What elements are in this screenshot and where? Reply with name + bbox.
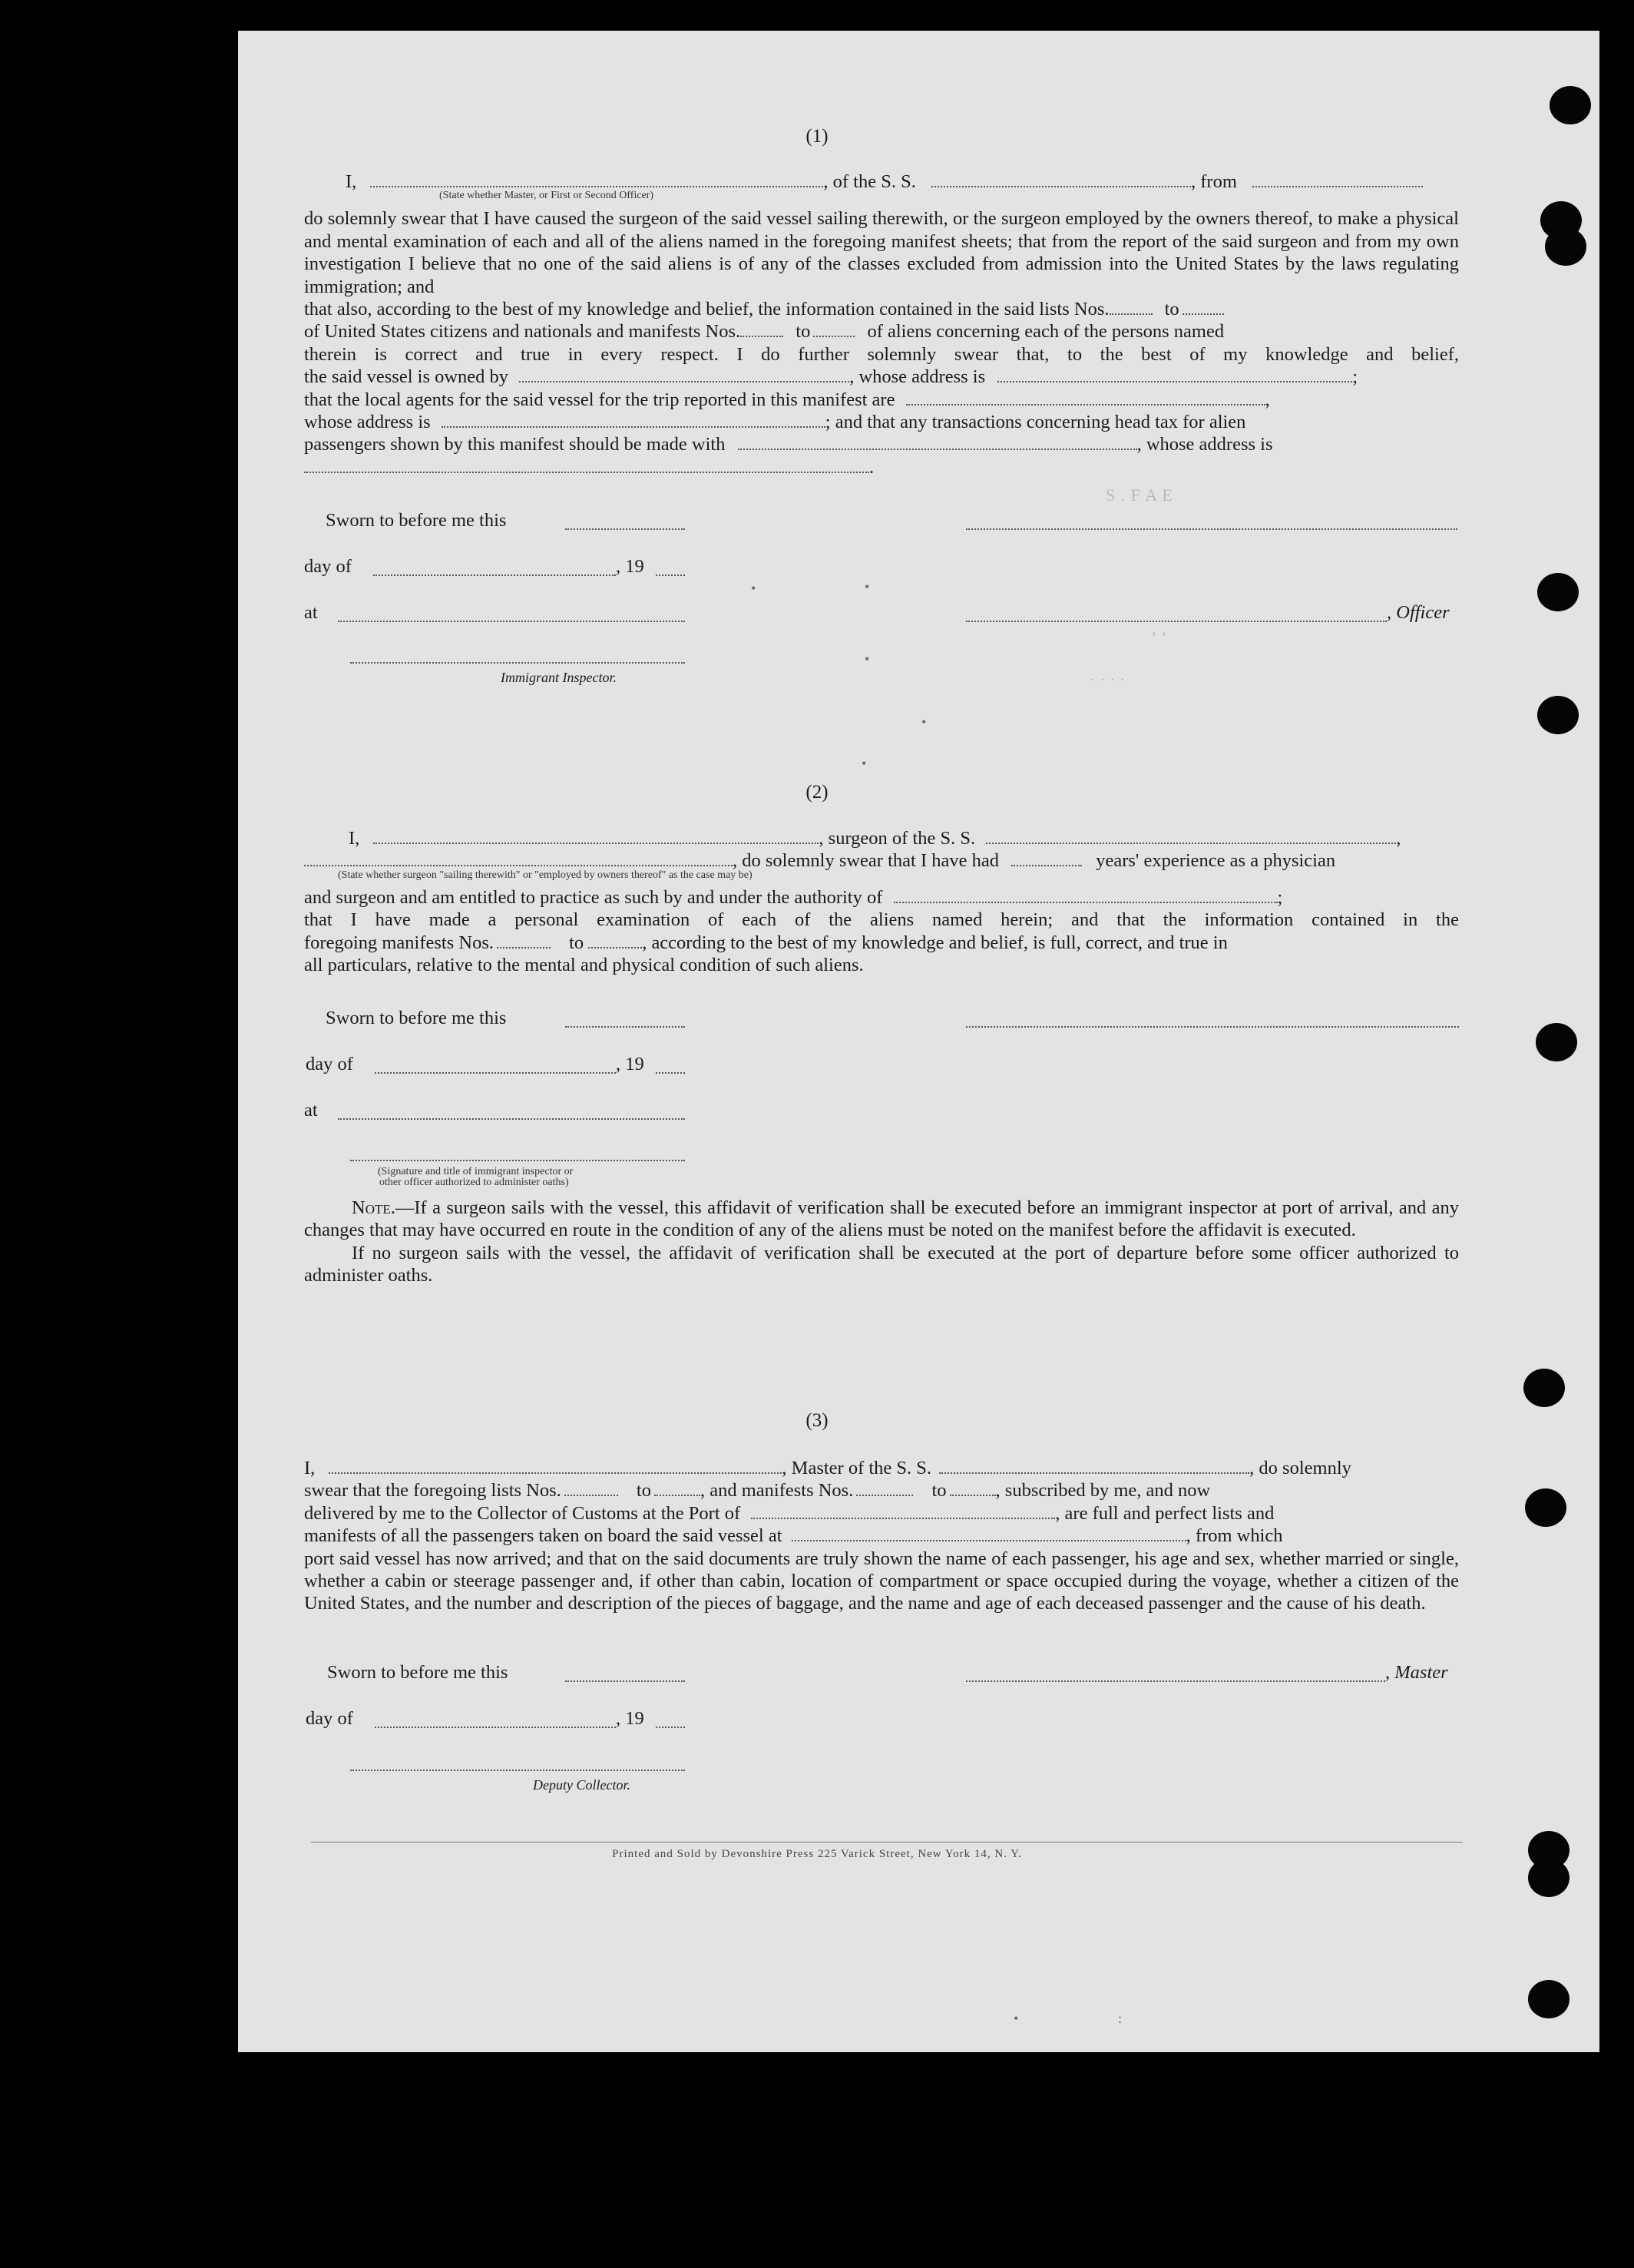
manifests-passengers-text: manifests of all the passengers taken on board the said vessel at xyxy=(304,1525,782,1547)
signature-caption-1: (Signature and title of immigrant inspector or xyxy=(378,1166,574,1177)
section-3-line-2 xyxy=(304,1479,1459,1502)
label-i: I, xyxy=(346,171,357,192)
year-label: , 19 xyxy=(616,556,644,577)
lists-nos-text: that also, according to the best of my knowledge and belief, the information contained in the said lists Nos. xyxy=(304,299,1110,320)
year-field[interactable] xyxy=(656,1727,685,1728)
label-to: to xyxy=(931,1480,947,1502)
surgeon-status-field[interactable] xyxy=(304,865,733,866)
manifests-from-field[interactable] xyxy=(740,336,783,337)
foregoing-lists-text: swear that the foregoing lists Nos. xyxy=(304,1480,561,1502)
section-1-agent-address-line xyxy=(304,411,1459,433)
label-to: to xyxy=(796,321,811,343)
section-1-last-line xyxy=(304,456,1459,478)
sworn-label: Sworn to before me this xyxy=(326,1008,507,1028)
at-label: at xyxy=(304,1100,318,1121)
master-vessel-field[interactable] xyxy=(939,1472,1249,1474)
section-2 xyxy=(304,827,1459,976)
vessel-name-field[interactable] xyxy=(931,186,1191,187)
section-1-lists-line xyxy=(304,298,1459,320)
section-2-manifests-line xyxy=(304,932,1459,954)
place-field[interactable] xyxy=(338,621,685,622)
lists-to-field[interactable] xyxy=(654,1495,700,1496)
owned-by-text: the said vessel is owned by xyxy=(304,366,509,388)
surgeon-paragraph-a: that I have made a personal examination of each of the aliens named herein; and that the information contained in the xyxy=(304,909,1459,931)
place-field[interactable] xyxy=(338,1118,685,1120)
aliens-text: of aliens concerning each of the persons named xyxy=(867,321,1225,343)
manifests-to-field[interactable] xyxy=(588,947,642,949)
full-perfect-text: , are full and perfect lists and xyxy=(1055,1502,1275,1524)
agents-address-field[interactable] xyxy=(442,426,825,428)
oath-paragraph-a: do solemnly swear that I have caused the surgeon of the said vessel sailing therewith, or the surgeon employed by the owners thereof, to make a physical and mental examination of each and all of the aliens named in the foregoing manifest sheets; that from the report of the said surgeon and from my own investigation I believe that no one of the said aliens is of any of the classes excluded from admission into the United States by the laws regulating immigration; and xyxy=(304,208,1459,297)
semicolon: ; xyxy=(1277,886,1283,908)
section-1-head-tax-line xyxy=(304,433,1459,455)
label-i: I, xyxy=(304,1458,316,1478)
label-from: , from xyxy=(1191,171,1237,192)
label-to: to xyxy=(636,1480,651,1502)
section-3-line-4 xyxy=(304,1525,1459,1547)
comma: , xyxy=(1396,828,1401,849)
printer-imprint: Printed and Sold by Devonshire Press 225 Varick Street, New York 14, N. Y. xyxy=(612,1848,1022,1860)
master-label: , Master xyxy=(1385,1662,1448,1683)
whose-address-text: , whose address is xyxy=(849,366,986,388)
collector-signature-field[interactable] xyxy=(350,1770,685,1771)
manifests-to-field[interactable] xyxy=(950,1495,996,1496)
authority-field[interactable] xyxy=(894,902,1278,903)
label-i: I, xyxy=(349,828,360,849)
note-text-2: If no surgeon sails with the vessel, the affidavit of verification shall be executed at the port of departure before some officer authorized to administer oaths. xyxy=(304,1242,1459,1286)
manifests-from-field[interactable] xyxy=(856,1495,913,1496)
label-to: to xyxy=(1164,299,1179,320)
officer-name-field[interactable] xyxy=(370,186,823,187)
owner-field[interactable] xyxy=(519,381,849,382)
punch-hole xyxy=(1523,1369,1565,1407)
master-of-ss-text: , Master of the S. S. xyxy=(782,1458,932,1478)
section-3-line-3 xyxy=(304,1502,1459,1525)
lists-to-field[interactable] xyxy=(1182,313,1224,315)
section-2-line-1 xyxy=(304,827,1459,849)
month-field[interactable] xyxy=(375,1727,616,1728)
inspector-signature-field[interactable] xyxy=(350,662,685,664)
manifests-to-field[interactable] xyxy=(813,336,855,337)
label-of-ss: , of the S. S. xyxy=(823,171,916,192)
owner-address-field[interactable] xyxy=(997,381,1352,382)
section-3-line-1 xyxy=(304,1457,1459,1479)
master-paragraph: port said vessel has now arrived; and that on the said documents are truly shown the name of each passenger, his age and sex, whether married or single, whether a cabin or steerage passenger and, if other than cabin, location of compartment or space occupied during the voyage, whether a citizen of the United States, and the number and description of the pieces of baggage, and the name and age of each deceased passenger and the cause of his death. xyxy=(304,1548,1459,1614)
note-block xyxy=(304,1197,1459,1287)
surgeon-signature-field[interactable] xyxy=(966,1026,1459,1028)
foregoing-manifests-text: foregoing manifests Nos. xyxy=(304,932,494,953)
collector-text: delivered by me to the Collector of Customs at the Port of xyxy=(304,1502,741,1524)
surgeon-paragraph-c: all particulars, relative to the mental and physical condition of such aliens. xyxy=(304,954,864,975)
authority-text: and surgeon and am entitled to practice as such by and under the authority of xyxy=(304,886,883,908)
collector-caption: Deputy Collector. xyxy=(533,1777,630,1793)
officer-label: , Officer xyxy=(1387,602,1450,623)
whose-address-text: whose address is xyxy=(304,411,431,432)
inspector-caption: Immigrant Inspector. xyxy=(501,670,617,685)
officer-signature-field[interactable] xyxy=(966,528,1457,530)
section-3 xyxy=(304,1457,1459,1615)
lists-from-field[interactable] xyxy=(1110,313,1153,315)
day-of-label: day of xyxy=(304,556,352,577)
section-1-manifests-line xyxy=(304,320,1459,343)
port-field[interactable] xyxy=(751,1518,1055,1519)
section-2-line-3 xyxy=(304,886,1459,909)
boarding-port-field[interactable] xyxy=(792,1540,1186,1541)
month-field[interactable] xyxy=(375,1072,616,1074)
and-manifests-text: , and manifests Nos. xyxy=(700,1480,854,1502)
sworn-label: Sworn to before me this xyxy=(326,510,507,531)
sworn-date-field[interactable] xyxy=(565,1026,685,1028)
whose-address-text: , whose address is xyxy=(1136,434,1273,455)
surgeon-name-field[interactable] xyxy=(373,843,819,844)
at-label: at xyxy=(304,602,318,623)
full-correct-text: , according to the best of my knowledge and belief, is full, correct, and true in xyxy=(642,932,1228,953)
section-1-number: (1) xyxy=(805,126,829,147)
punch-hole xyxy=(1550,86,1591,124)
label-to: to xyxy=(569,932,584,953)
section-2-number: (2) xyxy=(805,782,829,803)
master-signature-field[interactable] xyxy=(966,1680,1385,1682)
month-field[interactable] xyxy=(373,574,616,576)
oath-paragraph-d: therein is correct and true in every respect. I do further solemnly swear that, to the best of my knowledge and belief, xyxy=(304,343,1459,365)
punch-hole xyxy=(1525,1488,1566,1527)
head-tax-text: ; and that any transactions concerning head tax for alien xyxy=(825,411,1246,432)
surgeon-vessel-field[interactable] xyxy=(986,843,1396,844)
surgeon-of-ss-text: , surgeon of the S. S. xyxy=(819,828,976,849)
period: . xyxy=(869,456,875,478)
signature-caption-2: other officer authorized to administer oaths) xyxy=(379,1177,569,1188)
punch-hole xyxy=(1537,696,1579,734)
passengers-text: passengers shown by this manifest should be made with xyxy=(304,434,726,455)
solemnly-swear-text: , do solemnly swear that I have had xyxy=(733,850,999,872)
subscribed-text: , subscribed by me, and now xyxy=(995,1480,1211,1502)
master-name-field[interactable] xyxy=(329,1472,782,1474)
section-1-agents-line xyxy=(304,389,1459,411)
note-heading: Note. xyxy=(352,1197,395,1218)
head-tax-address-field[interactable] xyxy=(304,472,869,473)
local-agents-text: that the local agents for the said vessel for the trip reported in this manifest are xyxy=(304,389,895,410)
head-tax-party-field[interactable] xyxy=(738,449,1137,450)
year-label: , 19 xyxy=(616,1054,644,1074)
from-which-text: , from which xyxy=(1186,1525,1283,1547)
surgeon-status-caption: (State whether surgeon "sailing therewith" or "employed by owners thereof" as the case may be) xyxy=(338,869,752,881)
punch-hole xyxy=(1528,1859,1570,1897)
manifests-nos-text: of United States citizens and nationals and manifests Nos. xyxy=(304,321,741,343)
sworn-date-field[interactable] xyxy=(565,1680,685,1682)
note-text-1: —If a surgeon sails with the vessel, this affidavit of verification shall be executed before an immigrant inspector at port of arrival, and any changes that may have occurred en route in the condition of any of the aliens must be noted on the manifest before the affidavit is executed. xyxy=(304,1197,1459,1241)
semicolon: ; xyxy=(1352,366,1358,388)
officer-rank-caption: (State whether Master, or First or Second Officer) xyxy=(439,190,654,201)
manifests-from-field[interactable] xyxy=(497,947,551,949)
footer-rule xyxy=(311,1842,1463,1843)
day-of-label: day of xyxy=(306,1708,353,1729)
comma: , xyxy=(1265,389,1270,410)
section-1 xyxy=(304,171,1459,478)
sworn-label: Sworn to before me this xyxy=(327,1662,508,1683)
from-port-field[interactable] xyxy=(1252,186,1423,187)
officer-title-field[interactable] xyxy=(966,621,1387,622)
lists-from-field[interactable] xyxy=(564,1495,618,1496)
punch-hole xyxy=(1536,1023,1577,1061)
inspector-signature-field[interactable] xyxy=(350,1160,685,1161)
year-label: , 19 xyxy=(616,1708,644,1729)
punch-hole xyxy=(1528,1980,1570,2018)
day-of-label: day of xyxy=(306,1054,353,1074)
sworn-date-field[interactable] xyxy=(565,528,685,530)
years-experience-text: years' experience as a physician xyxy=(1096,850,1336,872)
section-1-owner-line xyxy=(304,366,1459,388)
year-field[interactable] xyxy=(656,1072,685,1074)
agents-field[interactable] xyxy=(906,404,1265,406)
punch-hole xyxy=(1545,227,1586,266)
year-field[interactable] xyxy=(656,574,685,576)
punch-hole xyxy=(1537,573,1579,611)
section-3-number: (3) xyxy=(805,1410,829,1431)
do-solemnly-text: , do solemnly xyxy=(1249,1458,1351,1478)
years-experience-field[interactable] xyxy=(1011,865,1082,866)
